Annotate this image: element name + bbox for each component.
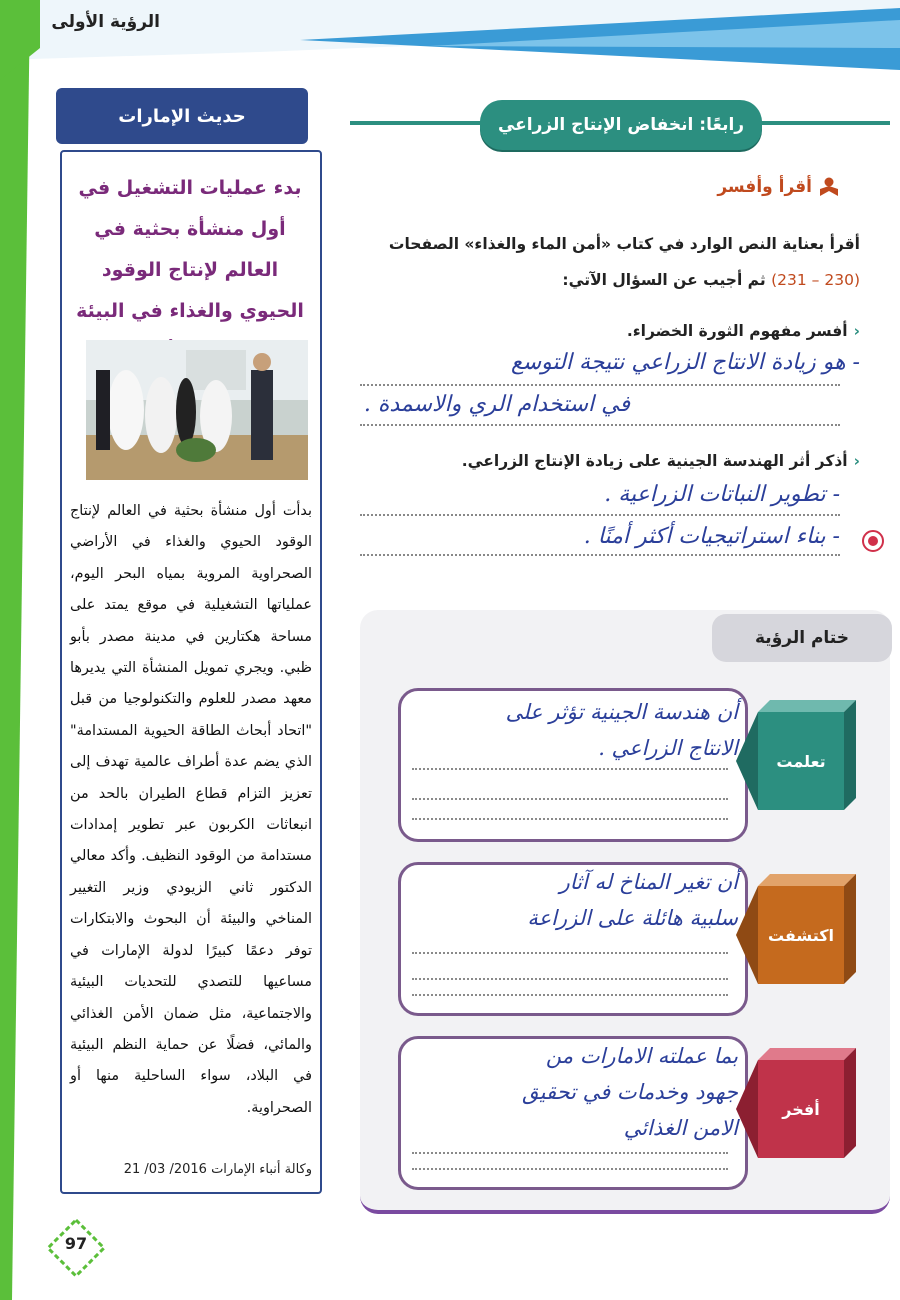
answer-line (360, 554, 840, 556)
discovered-line-1: أن تغير المناخ له آثار (559, 870, 738, 894)
answer-line (360, 424, 840, 426)
question-1 (627, 322, 860, 340)
writing-line (412, 994, 728, 996)
label-proud: أفخر (782, 1099, 820, 1119)
question-2-text: أذكر أثر الهندسة الجينية على زيادة الإنتاج الزراعي. (461, 452, 848, 470)
learned-line-1: أن هندسة الجينية تؤثر على (505, 700, 738, 724)
intro-part-a: أقرأ بعناية النص الوارد في كتاب «أمن الماء والغذاء» الصفحات (388, 235, 860, 253)
page-number: 97 (64, 1234, 88, 1253)
reading-title-text: أقرأ وأفسر (717, 177, 812, 197)
question-2 (462, 452, 860, 470)
writing-line (412, 798, 728, 800)
target-icon (862, 530, 884, 552)
news-photo (86, 340, 308, 480)
discovered-line-2: سلبية هائلة على الزراعة (527, 906, 738, 930)
green-edge-decoration (0, 0, 40, 1300)
writing-line (412, 978, 728, 980)
answer-line (360, 384, 840, 386)
reading-person-icon (818, 176, 840, 198)
learned-line-2: الانتاج الزراعي . (598, 736, 738, 760)
answer-line (360, 514, 840, 516)
writing-line (412, 1168, 728, 1170)
question-1-text: أفسر مفهوم الثورة الخضراء. (626, 322, 848, 340)
writing-line (412, 1152, 728, 1154)
answer-1-line-2: في استخدام الري والاسمدة . (363, 392, 630, 417)
answer-2-line-1: - تطوير النباتات الزراعية . (604, 482, 840, 507)
label-discovered: اكتشفت (767, 925, 835, 945)
news-headline: بدء عمليات التشغيل في أول منشأة بحثية في العالم لإنتاج الوقود الحيوي والغذاء في البيئة (76, 177, 304, 322)
writing-line (412, 818, 728, 820)
proud-line-2: جهود وخدمات في تحقيق (522, 1080, 738, 1104)
proud-line-3: الامن الغذائي (623, 1116, 738, 1140)
news-section-label: حديث الإمارات (56, 88, 308, 144)
chevron-left-icon: ‹ (853, 452, 860, 470)
reading-intro (350, 226, 860, 298)
closing-title: ختام الرؤية (712, 614, 892, 662)
writing-line (412, 768, 728, 770)
answer-2-line-2: - بناء استراتيجيات أكثر أمنًا . (583, 524, 840, 549)
news-source: وكالة أنباء الإمارات 2016/ 03/ 21 (123, 1162, 312, 1177)
chevron-left-icon: ‹ (853, 322, 860, 340)
section-heading: رابعًا: انخفاض الإنتاج الزراعي (480, 100, 762, 150)
intro-part-b: ثم أجيب عن السؤال الآتي: (562, 271, 766, 289)
intro-pages: (230 – 231) (771, 271, 860, 289)
label-learned: تعلمت (776, 751, 826, 771)
reading-title (717, 176, 840, 198)
writing-line (412, 952, 728, 954)
unit-title: الرؤية الأولى (51, 12, 160, 32)
news-body: بدأت أول منشأة بحثية في العالم لإنتاج الوقود الحيوي والغذاء في الأراضي الصحراوية المروية بمياه البحر اليوم، عملياتها التشغيلية في موقع يمتد على مساحة هكتارين في مدينة مصدر بأبو ظبي. ويجري تمويل المنشأة التي يديرها معهد مصدر للعلوم والتكنولوجيا من قبل "اتحاد أبحاث الطاقة الحيوية المستدامة" الذي يضم عدة أطراف عالمية تهدف إلى تعزيز التزام قطاع الطيران بالحد من انبعاثات الكربون عبر تطوير إمدادات مستدامة من الوقود النظيف. وأكد معالي الدكتور ثاني الزيودي وزير التغيير المناخي والبيئة أن البحوث والابتكارات توفر دعمًا كبيرًا لدولة الإمارات في مساعيها للتصدي للتحديات البيئية والاجتماعية، مثل ضمان الأمن الغذائي والمائي، فضلًا عن حماية النظم البيئية في البلاد، سواء الساحلية منها أو الصحراوية. (70, 503, 312, 1116)
answer-1-line-1: - هو زيادة الانتاج الزراعي نتيجة التوسع (511, 350, 860, 375)
proud-line-1: بما عملته الامارات من (545, 1044, 738, 1068)
